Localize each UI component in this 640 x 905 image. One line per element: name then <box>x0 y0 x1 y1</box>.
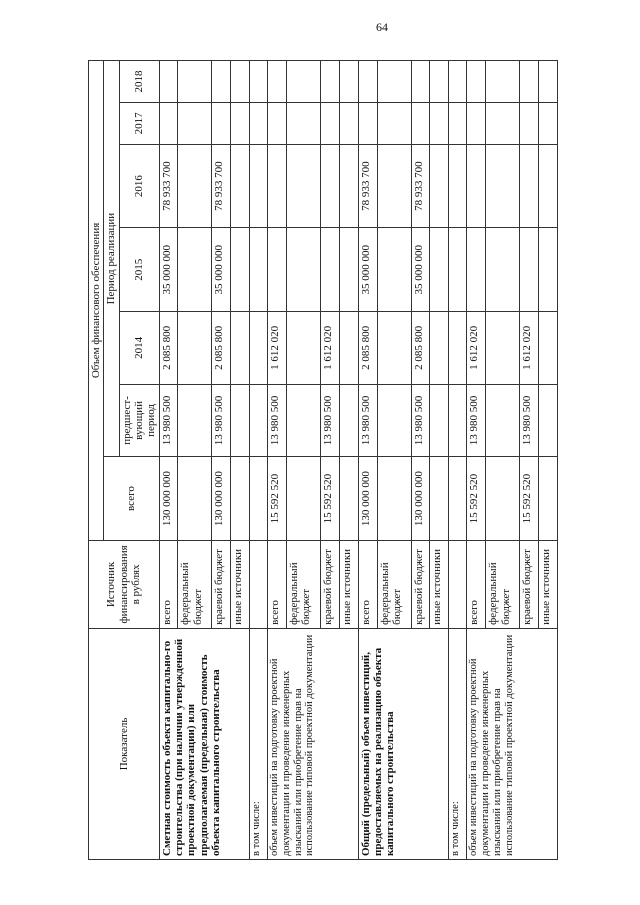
value-cell-y2017 <box>287 102 321 144</box>
value-cell-y2015 <box>268 228 287 312</box>
value-cell-prev: 13 980 500 <box>159 384 178 457</box>
table-row <box>467 61 486 860</box>
value-cell-prev <box>539 384 558 457</box>
header-year-2014: 2014 <box>119 312 159 385</box>
indicator-cell: в том числе: <box>449 628 467 859</box>
value-cell-total: 130 000 000 <box>159 457 178 541</box>
value-cell-y2017 <box>539 102 558 144</box>
table-row <box>449 61 467 860</box>
value-cell-y2018 <box>539 61 558 103</box>
value-cell-y2017 <box>339 102 358 144</box>
header-year-2015: 2015 <box>119 228 159 312</box>
value-cell-prev: 13 980 500 <box>358 384 377 457</box>
value-cell-prev: 13 980 500 <box>467 384 486 457</box>
value-cell-total: 15 592 520 <box>520 457 539 541</box>
empty-cell <box>250 61 268 103</box>
value-cell-total <box>430 457 449 541</box>
value-cell-y2015: 35 000 000 <box>358 228 377 312</box>
source-cell: всего <box>358 540 377 628</box>
value-cell-y2017 <box>486 102 520 144</box>
value-cell-y2015 <box>377 228 411 312</box>
page-number: 64 <box>376 20 388 34</box>
financing-table <box>88 60 558 860</box>
value-cell-prev: 13 980 500 <box>520 384 539 457</box>
value-cell-y2016 <box>467 144 486 228</box>
value-cell-y2015 <box>486 228 520 312</box>
value-cell-total: 15 592 520 <box>467 457 486 541</box>
value-cell-total <box>486 457 520 541</box>
value-cell-prev <box>231 384 250 457</box>
value-cell-prev <box>377 384 411 457</box>
value-cell-prev: 13 980 500 <box>268 384 287 457</box>
value-cell-y2016: 78 933 700 <box>411 144 430 228</box>
value-cell-y2014 <box>178 312 212 385</box>
empty-cell <box>449 102 467 144</box>
source-cell: федеральный бюджет <box>287 540 321 628</box>
value-cell-total: 15 592 520 <box>321 457 340 541</box>
value-cell-y2018 <box>159 61 178 103</box>
value-cell-y2014: 2 085 800 <box>159 312 178 385</box>
source-cell: краевой бюджет <box>520 540 539 628</box>
value-cell-y2015 <box>520 228 539 312</box>
empty-cell <box>449 457 467 541</box>
empty-cell <box>449 384 467 457</box>
value-cell-prev <box>178 384 212 457</box>
source-cell: всего <box>467 540 486 628</box>
value-cell-y2017 <box>268 102 287 144</box>
value-cell-y2016 <box>486 144 520 228</box>
value-cell-y2016: 78 933 700 <box>358 144 377 228</box>
source-cell: федеральный бюджет <box>486 540 520 628</box>
value-cell-y2016 <box>430 144 449 228</box>
value-cell-y2016: 78 933 700 <box>159 144 178 228</box>
value-cell-y2018 <box>411 61 430 103</box>
source-cell: краевой бюджет <box>321 540 340 628</box>
source-cell: федеральный бюджет <box>178 540 212 628</box>
value-cell-y2015 <box>178 228 212 312</box>
value-cell-y2016 <box>539 144 558 228</box>
value-cell-y2014 <box>339 312 358 385</box>
empty-cell <box>449 312 467 385</box>
indicator-cell: объем инвестиций на подготовку проектной документации и проведение инженерных изысканий или приобретение прав на использование типовой проектной документации <box>268 628 359 859</box>
value-cell-total <box>231 457 250 541</box>
value-cell-y2018 <box>287 61 321 103</box>
value-cell-total <box>178 457 212 541</box>
value-cell-y2016 <box>321 144 340 228</box>
header-year-2017: 2017 <box>119 102 159 144</box>
source-cell: краевой бюджет <box>411 540 430 628</box>
value-cell-total <box>539 457 558 541</box>
empty-cell <box>449 540 467 628</box>
value-cell-y2018 <box>358 61 377 103</box>
source-cell: иные источники <box>339 540 358 628</box>
value-cell-y2017 <box>212 102 231 144</box>
value-cell-prev <box>339 384 358 457</box>
value-cell-y2016 <box>287 144 321 228</box>
table-row <box>358 61 377 860</box>
value-cell-total <box>287 457 321 541</box>
value-cell-y2018 <box>268 61 287 103</box>
value-cell-prev <box>287 384 321 457</box>
value-cell-y2017 <box>178 102 212 144</box>
empty-cell <box>250 102 268 144</box>
table-row <box>268 61 287 860</box>
value-cell-y2017 <box>377 102 411 144</box>
table-row <box>250 61 268 860</box>
empty-cell <box>250 540 268 628</box>
value-cell-y2014: 1 612 020 <box>467 312 486 385</box>
value-cell-y2017 <box>231 102 250 144</box>
empty-cell <box>449 144 467 228</box>
header-year-2018: 2018 <box>119 61 159 103</box>
value-cell-y2018 <box>430 61 449 103</box>
value-cell-y2014: 2 085 800 <box>212 312 231 385</box>
header-period: Период реализации <box>104 61 119 457</box>
value-cell-prev: 13 980 500 <box>321 384 340 457</box>
value-cell-y2015: 35 000 000 <box>159 228 178 312</box>
source-cell: всего <box>268 540 287 628</box>
value-cell-y2016: 78 933 700 <box>212 144 231 228</box>
value-cell-y2015 <box>539 228 558 312</box>
header-prev-period: предшест-вующий период <box>119 384 159 457</box>
value-cell-y2017 <box>520 102 539 144</box>
value-cell-y2015 <box>430 228 449 312</box>
value-cell-y2016 <box>339 144 358 228</box>
value-cell-y2015 <box>467 228 486 312</box>
value-cell-prev <box>486 384 520 457</box>
value-cell-y2017 <box>358 102 377 144</box>
value-cell-y2018 <box>321 61 340 103</box>
value-cell-total: 130 000 000 <box>212 457 231 541</box>
value-cell-y2014: 1 612 020 <box>321 312 340 385</box>
header-year-2016: 2016 <box>119 144 159 228</box>
value-cell-y2017 <box>467 102 486 144</box>
value-cell-y2014 <box>287 312 321 385</box>
value-cell-y2016 <box>377 144 411 228</box>
value-cell-y2016 <box>268 144 287 228</box>
value-cell-y2015 <box>339 228 358 312</box>
source-cell: федеральный бюджет <box>377 540 411 628</box>
header-total-volume: Объем финансового обеспечения <box>89 61 104 541</box>
value-cell-y2018 <box>486 61 520 103</box>
value-cell-y2015: 35 000 000 <box>411 228 430 312</box>
value-cell-total: 130 000 000 <box>411 457 430 541</box>
value-cell-y2014 <box>539 312 558 385</box>
value-cell-y2014 <box>430 312 449 385</box>
value-cell-y2016 <box>231 144 250 228</box>
indicator-cell: Сметная стоимость объекта капитально-го строительства (при наличии утвержденной проектной документации) или предполагаемая (предельная) стоимость объекта капитального строительства <box>159 628 250 859</box>
header-total: всего <box>104 457 159 541</box>
value-cell-y2018 <box>520 61 539 103</box>
value-cell-y2014 <box>486 312 520 385</box>
value-cell-y2016 <box>178 144 212 228</box>
indicator-cell: объем инвестиций на подготовку проектной документации и проведение инженерных изысканий или приобретение прав на использование типовой проектной документации <box>467 628 558 859</box>
value-cell-y2015: 35 000 000 <box>212 228 231 312</box>
value-cell-total: 15 592 520 <box>268 457 287 541</box>
empty-cell <box>250 144 268 228</box>
source-cell: иные источники <box>231 540 250 628</box>
source-cell: иные источники <box>539 540 558 628</box>
financing-table-wrapper <box>88 60 558 860</box>
value-cell-y2018 <box>178 61 212 103</box>
value-cell-y2016 <box>520 144 539 228</box>
value-cell-y2018 <box>212 61 231 103</box>
value-cell-y2018 <box>377 61 411 103</box>
value-cell-y2014: 1 612 020 <box>520 312 539 385</box>
value-cell-y2017 <box>430 102 449 144</box>
value-cell-y2018 <box>339 61 358 103</box>
value-cell-y2018 <box>467 61 486 103</box>
value-cell-total <box>339 457 358 541</box>
empty-cell <box>250 384 268 457</box>
value-cell-prev: 13 980 500 <box>411 384 430 457</box>
value-cell-y2015 <box>287 228 321 312</box>
value-cell-prev <box>430 384 449 457</box>
header-indicator: Показатель <box>89 628 160 859</box>
value-cell-y2014: 1 612 020 <box>268 312 287 385</box>
empty-cell <box>250 312 268 385</box>
value-cell-total <box>377 457 411 541</box>
table-row <box>159 61 178 860</box>
value-cell-y2017 <box>321 102 340 144</box>
value-cell-y2014: 2 085 800 <box>411 312 430 385</box>
value-cell-y2018 <box>231 61 250 103</box>
value-cell-y2014 <box>377 312 411 385</box>
empty-cell <box>449 61 467 103</box>
value-cell-y2014: 2 085 800 <box>358 312 377 385</box>
value-cell-y2015 <box>321 228 340 312</box>
rotated-page-area <box>88 60 558 860</box>
value-cell-y2015 <box>231 228 250 312</box>
value-cell-total: 130 000 000 <box>358 457 377 541</box>
empty-cell <box>250 228 268 312</box>
empty-cell <box>449 228 467 312</box>
value-cell-y2017 <box>411 102 430 144</box>
value-cell-y2014 <box>231 312 250 385</box>
source-cell: всего <box>159 540 178 628</box>
indicator-cell: в том числе: <box>250 628 268 859</box>
value-cell-prev: 13 980 500 <box>212 384 231 457</box>
table-body <box>159 61 557 860</box>
indicator-cell: Общий (предельный) объем инвестиций, предоставляемых на реализацию объекта капитального строительства <box>358 628 449 859</box>
source-cell: краевой бюджет <box>212 540 231 628</box>
header-source: Источник финансирования в рублях <box>89 540 160 628</box>
empty-cell <box>250 457 268 541</box>
value-cell-y2017 <box>159 102 178 144</box>
source-cell: иные источники <box>430 540 449 628</box>
